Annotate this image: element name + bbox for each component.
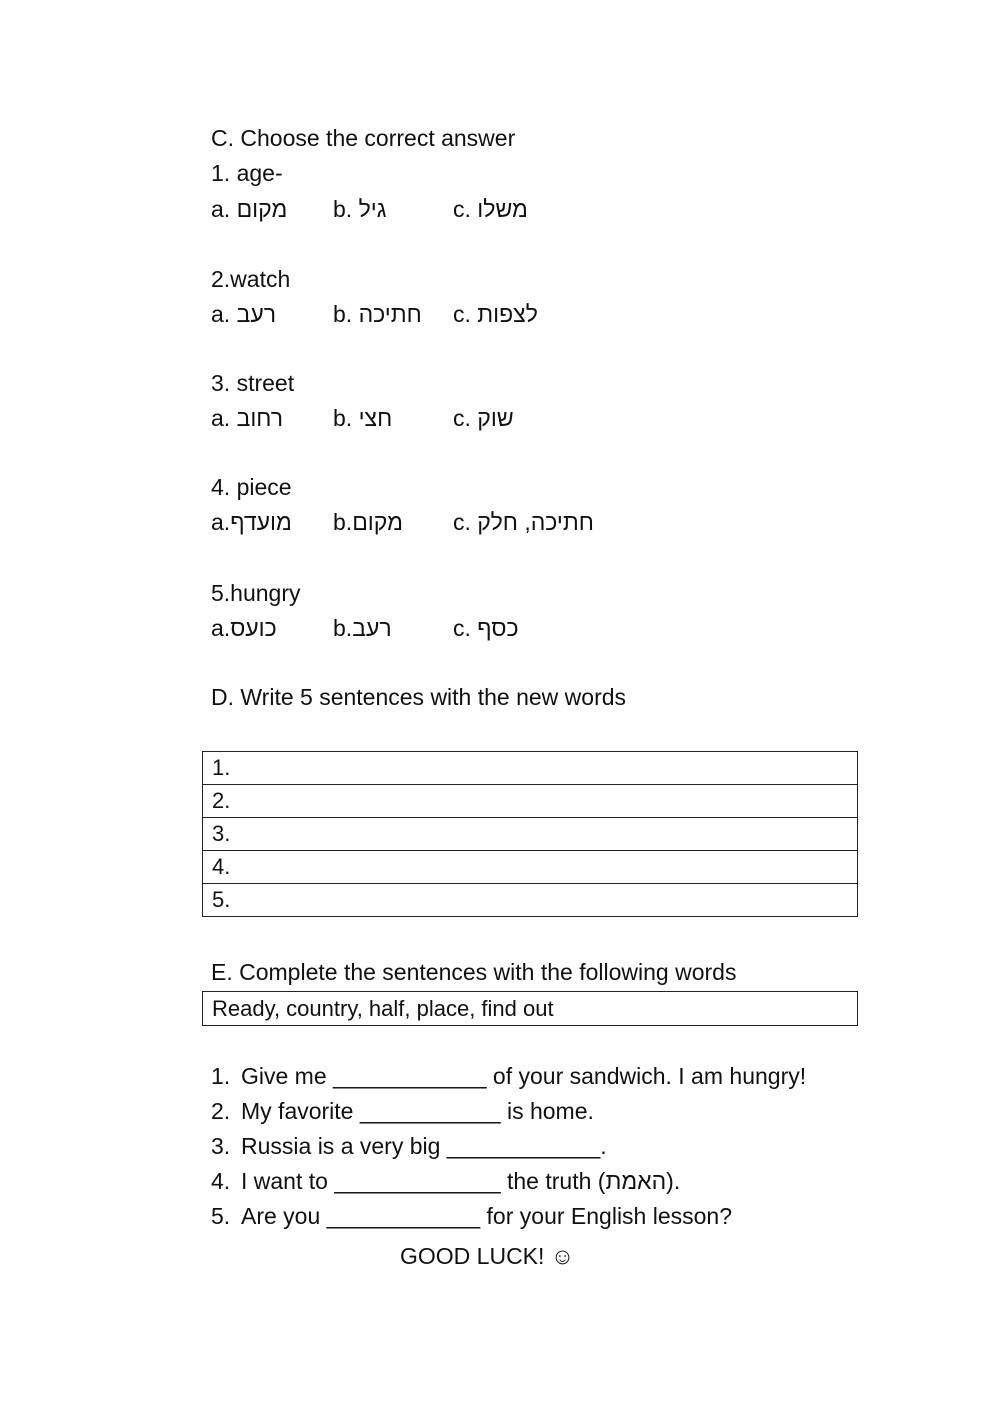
fill-sentence-2[interactable]: 2. My favorite ___________ is home. (211, 1098, 594, 1124)
question-2-prompt: 2.watch (211, 266, 291, 292)
sentence-cell-1[interactable]: 1. (203, 752, 858, 785)
sentence-cell-3[interactable]: 3. (203, 818, 858, 851)
option-c[interactable]: c. לצפות (453, 301, 538, 327)
fill-sentence-3[interactable]: 3. Russia is a very big ____________. (211, 1133, 607, 1159)
table-row[interactable] (203, 851, 858, 884)
option-a[interactable]: a. רחוב (211, 405, 284, 431)
question-5-options (211, 614, 811, 642)
sentence-cell-2[interactable]: 2. (203, 785, 858, 818)
table-row[interactable] (203, 785, 858, 818)
question-4-options (211, 508, 811, 536)
option-a[interactable]: a.כועס (211, 615, 277, 641)
section-e-heading: E. Complete the sentences with the following words (211, 959, 737, 985)
section-d-heading: D. Write 5 sentences with the new words (211, 684, 627, 710)
sentences-table (202, 751, 858, 917)
table-row[interactable] (203, 818, 858, 851)
option-c[interactable]: c. משלו (453, 196, 528, 222)
table-row[interactable] (203, 884, 858, 917)
option-b[interactable]: b. חתיכה (333, 301, 422, 327)
question-1-prompt: 1. age- (211, 160, 283, 186)
sentence-cell-4[interactable]: 4. (203, 851, 858, 884)
question-5-prompt: 5.hungry (211, 580, 301, 606)
option-b[interactable]: b.רעב (333, 615, 392, 641)
option-b[interactable]: b.מקום (333, 509, 403, 535)
option-b[interactable]: b. חצי (333, 405, 393, 431)
option-a[interactable]: a. מקום (211, 196, 288, 222)
option-c[interactable]: c. חתיכה, חלק (453, 509, 594, 535)
option-a[interactable]: a.מועדף (211, 509, 292, 535)
sentence-cell-5[interactable]: 5. (203, 884, 858, 917)
question-4-prompt: 4. piece (211, 474, 292, 500)
option-c[interactable]: c. שוק (453, 405, 514, 431)
fill-sentence-5[interactable]: 5. Are you ____________ for your English lesson? (211, 1203, 733, 1229)
fill-sentence-1[interactable]: 1. Give me ____________ of your sandwich. I am hungry! (211, 1063, 807, 1089)
fill-sentence-4[interactable]: 4. I want to _____________ the truth (האמת). (211, 1168, 681, 1194)
option-b[interactable]: b. גיל (333, 196, 387, 222)
word-bank: Ready, country, half, place, find out (202, 991, 858, 1026)
question-3-prompt: 3. street (211, 370, 295, 396)
section-c-heading: C. Choose the correct answer (211, 125, 516, 151)
good-luck-message: GOOD LUCK! ☺ (400, 1243, 575, 1269)
question-2-options (211, 300, 811, 328)
option-a[interactable]: a. רעב (211, 301, 277, 327)
question-1-options (211, 195, 811, 223)
option-c[interactable]: c. כסף (453, 615, 519, 641)
table-row[interactable] (203, 752, 858, 785)
question-3-options (211, 404, 811, 432)
